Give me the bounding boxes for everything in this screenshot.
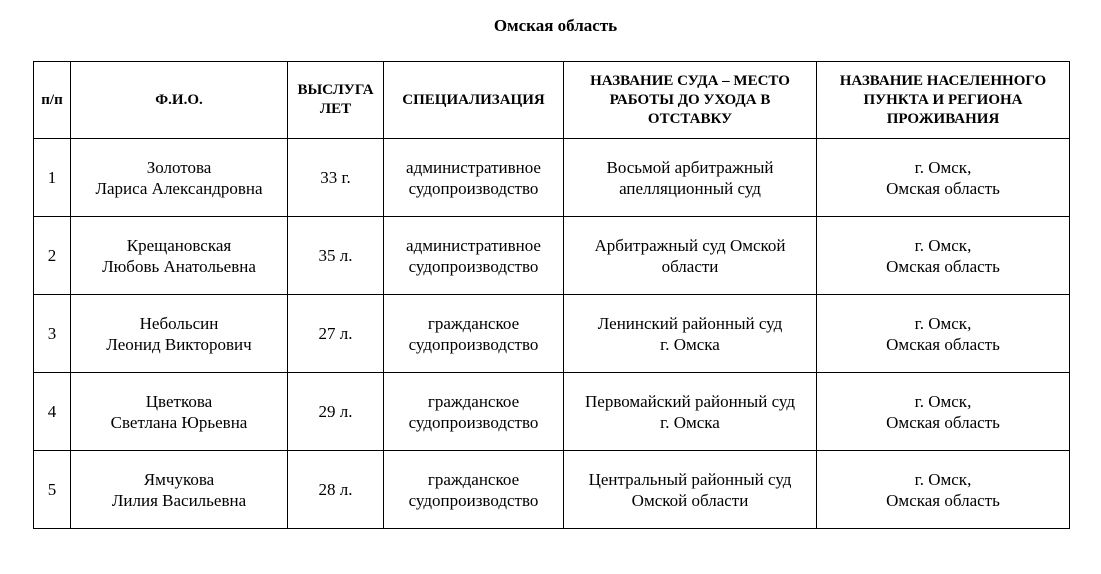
cell-court xyxy=(564,451,817,529)
header-name: Ф.И.О. xyxy=(71,62,288,139)
header-specialization: СПЕЦИАЛИЗАЦИЯ xyxy=(384,62,564,139)
cell-name xyxy=(71,295,288,373)
name-given: Лилия Васильевна xyxy=(111,490,247,510)
spec-line-2: судопроизводство xyxy=(408,178,539,198)
cell-name xyxy=(71,451,288,529)
spec-line-1: административное xyxy=(406,235,541,255)
cell-court xyxy=(564,373,817,451)
cell-service-years: 33 г. xyxy=(288,139,384,217)
cell-service-years: 29 л. xyxy=(288,373,384,451)
place-line-2: Омская область xyxy=(886,256,1000,276)
cell-residence xyxy=(817,217,1070,295)
court-line-1: Арбитражный суд Омской xyxy=(594,235,786,255)
spec-line-2: судопроизводство xyxy=(408,334,539,354)
spec-line-2: судопроизводство xyxy=(408,412,539,432)
court-line-1: Центральный районный суд xyxy=(588,469,792,489)
place-line-2: Омская область xyxy=(886,412,1000,432)
name-given: Любовь Анатольевна xyxy=(102,256,256,276)
cell-number: 3 xyxy=(34,295,71,373)
place-line-2: Омская область xyxy=(886,490,1000,510)
court-line-1: Первомайский районный суд xyxy=(585,391,795,411)
place-line-1: г. Омск, xyxy=(914,391,972,411)
name-surname: Крещановская xyxy=(126,235,232,255)
place-line-1: г. Омск, xyxy=(914,313,972,333)
cell-name xyxy=(71,139,288,217)
cell-specialization xyxy=(384,295,564,373)
place-line-1: г. Омск, xyxy=(914,469,972,489)
place-line-1: г. Омск, xyxy=(914,157,972,177)
header-number: п/п xyxy=(34,62,71,139)
cell-residence xyxy=(817,295,1070,373)
spec-line-1: гражданское xyxy=(427,313,520,333)
cell-court xyxy=(564,139,817,217)
name-given: Светлана Юрьевна xyxy=(110,412,248,432)
cell-residence xyxy=(817,451,1070,529)
cell-specialization xyxy=(384,451,564,529)
court-line-1: Ленинский районный суд xyxy=(597,313,783,333)
cell-number: 5 xyxy=(34,451,71,529)
cell-service-years: 35 л. xyxy=(288,217,384,295)
name-surname: Небольсин xyxy=(139,313,219,333)
cell-specialization xyxy=(384,139,564,217)
spec-line-2: судопроизводство xyxy=(408,256,539,276)
cell-specialization xyxy=(384,373,564,451)
cell-court xyxy=(564,217,817,295)
table-row xyxy=(34,373,1070,451)
document-title: Омская область xyxy=(493,16,618,35)
spec-line-1: административное xyxy=(406,157,541,177)
name-surname: Цветкова xyxy=(145,391,213,411)
cell-service-years: 28 л. xyxy=(288,451,384,529)
name-given: Лариса Александровна xyxy=(95,178,263,198)
table-row xyxy=(34,295,1070,373)
cell-number: 2 xyxy=(34,217,71,295)
cell-court xyxy=(564,295,817,373)
court-line-2: области xyxy=(661,256,719,276)
header-service-years: ВЫСЛУГА ЛЕТ xyxy=(288,62,384,139)
spec-line-1: гражданское xyxy=(427,391,520,411)
place-line-1: г. Омск, xyxy=(914,235,972,255)
cell-specialization xyxy=(384,217,564,295)
cell-residence xyxy=(817,139,1070,217)
judges-table xyxy=(33,61,1070,529)
name-surname: Золотова xyxy=(146,157,212,177)
table-header-row xyxy=(34,62,1070,139)
table-row xyxy=(34,451,1070,529)
court-line-1: Восьмой арбитражный xyxy=(606,157,774,177)
place-line-2: Омская область xyxy=(886,178,1000,198)
cell-number: 4 xyxy=(34,373,71,451)
name-given: Леонид Викторович xyxy=(106,334,252,354)
cell-service-years: 27 л. xyxy=(288,295,384,373)
header-residence: НАЗВАНИЕ НАСЕЛЕННОГО ПУНКТА И РЕГИОНА ПРОЖИВАНИЯ xyxy=(817,62,1070,139)
cell-name xyxy=(71,217,288,295)
court-line-2: г. Омска xyxy=(660,334,720,354)
table-row xyxy=(34,217,1070,295)
cell-residence xyxy=(817,373,1070,451)
place-line-2: Омская область xyxy=(886,334,1000,354)
court-line-2: г. Омска xyxy=(660,412,720,432)
header-court: НАЗВАНИЕ СУДА – МЕСТО РАБОТЫ ДО УХОДА В ОТСТАВКУ xyxy=(564,62,817,139)
cell-name xyxy=(71,373,288,451)
cell-number: 1 xyxy=(34,139,71,217)
court-line-2: апелляционный суд xyxy=(619,178,761,198)
spec-line-2: судопроизводство xyxy=(408,490,539,510)
spec-line-1: гражданское xyxy=(427,469,520,489)
table-row xyxy=(34,139,1070,217)
name-surname: Ямчукова xyxy=(143,469,215,489)
court-line-2: Омской области xyxy=(631,490,749,510)
